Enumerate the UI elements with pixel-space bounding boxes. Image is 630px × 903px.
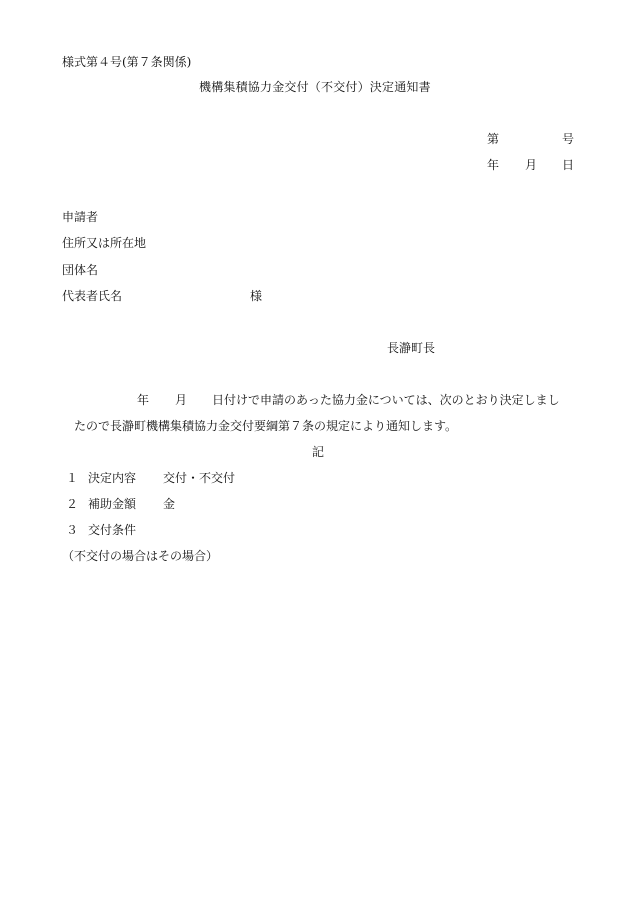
item-value: 交付・不交付: [163, 471, 236, 485]
doc-number-suffix: 号: [562, 132, 575, 146]
representative-label: 代表者氏名: [62, 289, 123, 303]
honorific: 様: [250, 289, 263, 303]
item-label: 決定内容: [88, 471, 137, 485]
form-number: 様式第４号(第７条関係): [62, 55, 192, 69]
body-line-2: たので長瀞町機構集積協力金交付要綱第７条の規定により通知します。: [74, 419, 458, 433]
note: （不交付の場合はその場合）: [62, 549, 219, 563]
issuer: 長瀞町長: [387, 341, 436, 355]
body-month: 月: [175, 393, 188, 407]
doc-date-month: 月: [525, 158, 538, 172]
doc-number-prefix: 第: [487, 132, 500, 146]
item-number: １: [66, 471, 79, 485]
address-label: 住所又は所在地: [62, 236, 147, 250]
document-title: 機構集積協力金交付（不交付）決定通知書: [199, 80, 431, 94]
body-line-1: 日付けで申請のあった協力金については、次のとおり決定しまし: [212, 393, 560, 407]
ki-heading: 記: [312, 445, 325, 459]
item-label: 交付条件: [88, 523, 137, 537]
doc-date-year: 年: [487, 158, 500, 172]
applicant-heading: 申請者: [62, 210, 99, 224]
item-number: ２: [66, 497, 79, 511]
organization-label: 団体名: [62, 263, 99, 277]
item-number: ３: [66, 523, 79, 537]
item-value: 金: [163, 497, 176, 511]
item-label: 補助金額: [88, 497, 137, 511]
body-year: 年: [137, 393, 150, 407]
doc-date-day: 日: [562, 158, 575, 172]
